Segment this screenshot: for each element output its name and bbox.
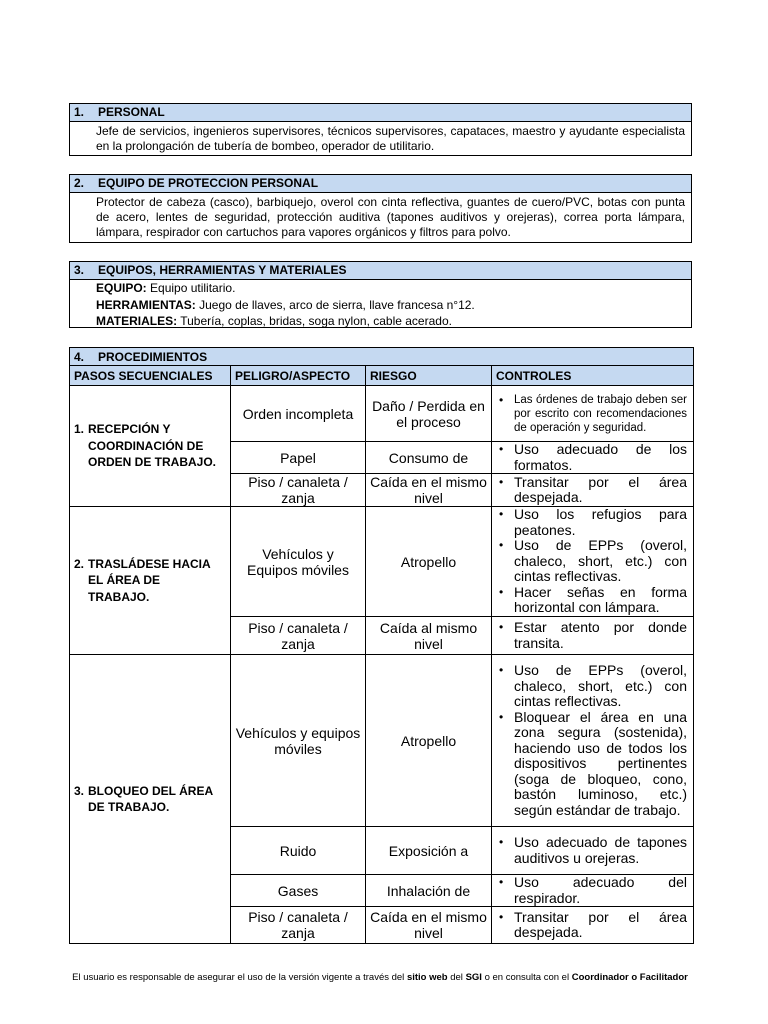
- table-header-row: [70, 366, 694, 386]
- materiales-line: [96, 313, 685, 330]
- footer-sitio-web: sitio web: [406, 972, 448, 983]
- footer-sgi: SGI: [465, 972, 482, 983]
- section-text: Jefe de servicios, ingenieros supervisores, técnicos supervisores, capataces, maestro y ayudante especialista en la prolongación de tubería de bombeo, operador de utilitario.: [96, 124, 685, 153]
- controls-cell: [492, 827, 694, 875]
- step-label: COORDINACIÓN DE: [88, 438, 204, 453]
- hazard-cell: Piso / canaleta / zanja: [231, 474, 366, 507]
- hazard-cell: Papel: [231, 442, 366, 474]
- footer-text: del: [450, 972, 463, 983]
- section-header: [70, 104, 691, 122]
- hazard-cell: Piso / canaleta / zanja: [231, 617, 366, 655]
- risk-cell: Caída al mismo nivel: [366, 617, 492, 655]
- controls-cell: [492, 875, 694, 907]
- step-label: RECEPCIÓN Y: [88, 422, 171, 437]
- section-text: Protector de cabeza (casco), barbiquejo, overol con cinta reflectiva, guantes de cuero/PVC, botas con punta de acero, lentes de seguridad, protección auditiva (tapones auditivos y orejeras), correa porta lámpara, lámpara, respirador con cartuchos para vapores orgánicos y filtros para polvo.: [96, 195, 685, 239]
- column-header: RIESGO: [366, 366, 492, 386]
- section-personal: [69, 103, 692, 156]
- step-label: TRASLÁDESE HACIA: [88, 556, 211, 571]
- control-item: • Hacer señas en forma horizontal con lámpara.: [514, 585, 687, 616]
- herramientas-label: HERRAMIENTAS:: [96, 297, 196, 312]
- controls-cell: [492, 474, 694, 507]
- step-label: EL ÁREA DE: [88, 573, 161, 588]
- hazard-cell: Gases: [231, 875, 366, 907]
- section-header: [70, 175, 691, 193]
- table-row: [70, 507, 694, 617]
- step-cell: [70, 507, 231, 655]
- control-item: • Uso adecuado del respirador.: [514, 875, 687, 906]
- section-title: PERSONAL: [98, 105, 165, 119]
- section-number: 1.: [74, 105, 85, 119]
- procedures-table: [69, 347, 694, 944]
- column-header: CONTROLES: [492, 366, 694, 386]
- controls-cell: [492, 655, 694, 827]
- risk-cell: Atropello: [366, 507, 492, 617]
- risk-cell: Caída en el mismo nivel: [366, 474, 492, 507]
- step-label: TRABAJO.: [88, 589, 150, 604]
- equipo-value: Equipo utilitario.: [150, 281, 236, 295]
- equipo-label: EQUIPO:: [96, 281, 147, 295]
- step-cell: [70, 655, 231, 944]
- equipo-line: [96, 280, 685, 297]
- section-number: 4.: [74, 349, 85, 364]
- footer-text: El usuario es responsable de asegurar el uso de la versión vigente a través del: [72, 972, 405, 983]
- control-item: • Transitar por el área despejada.: [514, 910, 687, 941]
- risk-cell: Exposición a: [366, 827, 492, 875]
- controls-cell: [492, 386, 694, 442]
- risk-cell: Atropello: [366, 655, 492, 827]
- risk-cell: Daño / Perdida en el proceso: [366, 386, 492, 442]
- section-title: PROCEDIMIENTOS: [98, 349, 208, 364]
- controls-cell: [492, 442, 694, 474]
- materiales-label: MATERIALES:: [96, 314, 178, 328]
- page-footer: [60, 971, 700, 984]
- risk-cell: Inhalación de: [366, 875, 492, 907]
- controls-cell: [492, 617, 694, 655]
- section-text: [70, 280, 691, 332]
- control-item: • Las órdenes de trabajo deben ser por escrito con recomendaciones de operación y seguridad.: [514, 393, 687, 435]
- control-item: • Uso adecuado de tapones auditivos u orejeras.: [514, 835, 687, 866]
- section-number: 3.: [74, 263, 85, 277]
- control-item: • Uso de EPPs (overol, chaleco, short, etc.) con cintas reflectivas.: [514, 538, 687, 585]
- section-title: EQUIPO DE PROTECCION PERSONAL: [98, 176, 319, 190]
- section-title: EQUIPOS, HERRAMIENTAS Y MATERIALES: [98, 263, 347, 277]
- control-item: • Bloquear el área en una zona segura (sostenida), haciendo uso de todos los dispositivos pertinentes (soga de bloqueo, cono, bastón luminoso, etc.) según estándar de trabajo.: [514, 710, 687, 819]
- step-label: DE TRABAJO.: [88, 800, 170, 814]
- hazard-cell: Orden incompleta: [231, 386, 366, 442]
- control-item: • Uso de EPPs (overol, chaleco, short, etc.) con cintas reflectivas.: [514, 663, 687, 710]
- hazard-cell: Ruido: [231, 827, 366, 875]
- footer-text: o en consulta con el: [484, 972, 570, 983]
- materiales-value: Tubería, coplas, bridas, soga nylon, cable acerado.: [180, 314, 452, 328]
- step-cell: [70, 386, 231, 507]
- control-item: • Estar atento por donde transita.: [514, 620, 687, 651]
- footer-coordinador: Coordinador o Facilitador: [571, 972, 688, 983]
- step-label: ORDEN DE TRABAJO.: [88, 455, 217, 470]
- controls-cell: [492, 907, 694, 944]
- control-item: • Uso los refugios para peatones.: [514, 507, 687, 538]
- herramientas-line: [96, 297, 685, 314]
- hazard-cell: Vehículos y Equipos móviles: [231, 507, 366, 617]
- section-header: [70, 262, 691, 280]
- table-row: [70, 386, 694, 442]
- herramientas-value: Juego de llaves, arco de sierra, llave francesa n°12.: [199, 297, 475, 312]
- step-number: 1.: [74, 422, 85, 437]
- table-row: [70, 655, 694, 827]
- controls-cell: [492, 507, 694, 617]
- column-header: PASOS SECUENCIALES: [70, 366, 231, 386]
- column-header: PELIGRO/ASPECTO: [231, 366, 366, 386]
- risk-cell: Caída en el mismo nivel: [366, 907, 492, 944]
- hazard-cell: Piso / canaleta / zanja: [231, 907, 366, 944]
- step-label: BLOQUEO DEL ÁREA: [88, 783, 214, 798]
- section-number: 2.: [74, 176, 85, 190]
- control-item: • Uso adecuado de los formatos.: [514, 442, 687, 473]
- hazard-cell: Vehículos y equipos móviles: [231, 655, 366, 827]
- procedures-title: [70, 348, 694, 366]
- step-number: 2.: [74, 556, 85, 571]
- risk-cell: Consumo de: [366, 442, 492, 474]
- step-number: 3.: [74, 783, 85, 798]
- control-item: • Transitar por el área despejada.: [514, 475, 687, 506]
- section-equipos: [69, 261, 692, 328]
- section-epp: [69, 174, 692, 243]
